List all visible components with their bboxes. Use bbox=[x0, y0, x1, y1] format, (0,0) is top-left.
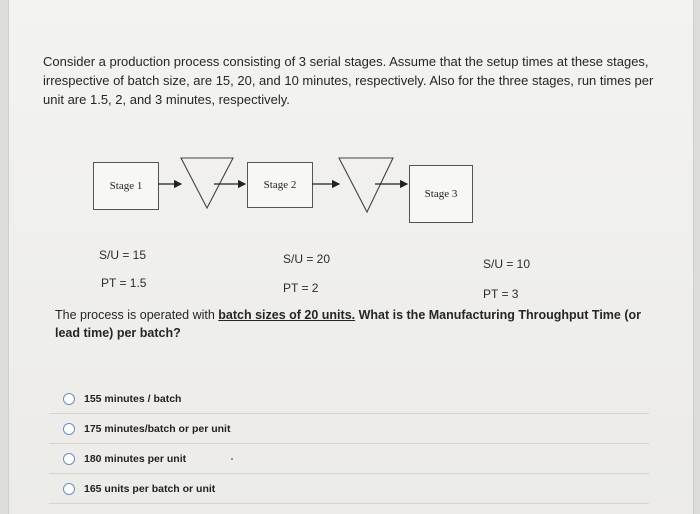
batch-size-emphasis: batch sizes of 20 units. bbox=[218, 308, 356, 322]
process-diagram bbox=[87, 150, 487, 230]
stage-1-label: Stage 1 bbox=[109, 180, 143, 192]
stage-1-setup: S/U = 15 bbox=[99, 248, 147, 262]
answer-option[interactable] bbox=[49, 414, 649, 444]
stray-mark bbox=[231, 458, 233, 460]
option-label: 175 minutes/batch or per unit bbox=[84, 422, 231, 435]
answer-option[interactable] bbox=[49, 384, 649, 414]
option-label: 165 units per batch or unit bbox=[84, 482, 216, 495]
question-page bbox=[8, 0, 694, 514]
answer-option[interactable] bbox=[49, 474, 649, 504]
inventory-triangle-2 bbox=[339, 158, 393, 212]
inventory-triangle-1 bbox=[181, 158, 233, 208]
stage-2-label: Stage 2 bbox=[263, 179, 297, 191]
radio-button[interactable] bbox=[63, 483, 75, 495]
option-label: 155 minutes / batch bbox=[84, 392, 182, 405]
stage-2-setup: S/U = 20 bbox=[283, 252, 331, 266]
answer-options bbox=[49, 384, 649, 504]
followup-prefix: The process is operated with bbox=[55, 308, 219, 322]
stage-3-process-time: PT = 3 bbox=[483, 287, 519, 301]
stage-2-process-time: PT = 2 bbox=[283, 281, 319, 295]
radio-button[interactable] bbox=[63, 423, 75, 435]
stage-3-label: Stage 3 bbox=[424, 188, 458, 200]
radio-button[interactable] bbox=[63, 453, 75, 465]
stage-3-setup: S/U = 10 bbox=[483, 257, 531, 271]
diagram-connectors bbox=[87, 150, 487, 230]
option-label: 180 minutes per unit bbox=[84, 452, 187, 465]
stage-1-process-time: PT = 1.5 bbox=[101, 276, 147, 290]
answer-option[interactable] bbox=[49, 444, 649, 474]
question-text: Consider a production process consisting of 3 serial stages. Assume that the setup times at these stages, irrespective of batch size, are 15, 20, and 10 minutes, respectively. Also for the three stages, run times per unit are 1.5, 2, and 3 minutes, respectively. bbox=[43, 54, 654, 107]
radio-button[interactable] bbox=[63, 393, 75, 405]
followup-suffix: What is the Manufacturing Throughput Time (or lead time) per batch? bbox=[55, 308, 641, 340]
followup-question bbox=[55, 306, 665, 342]
